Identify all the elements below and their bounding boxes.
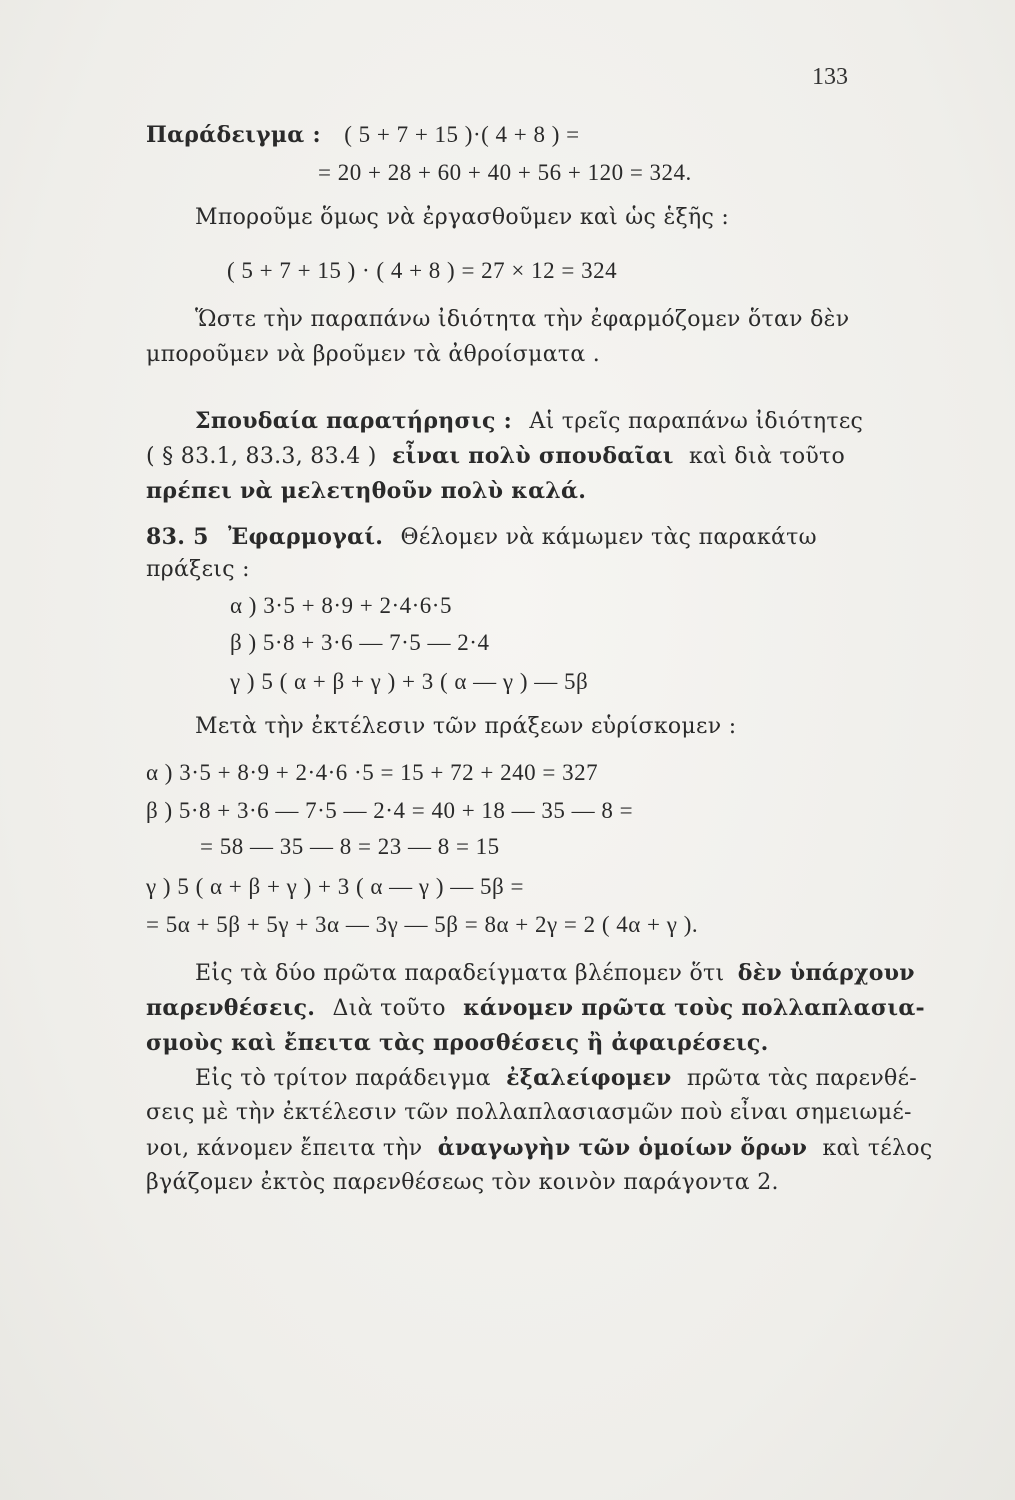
page-number: 133 [812, 64, 848, 90]
bold-phrase: ἐξαλείφομεν [506, 1065, 672, 1091]
para-text: καὶ τέλος [822, 1136, 933, 1161]
example-label: Παράδειγμα : [146, 122, 321, 148]
remark-text: Αἱ τρεῖς παραπάνω ἰδιότητες [529, 409, 864, 434]
section-heading-line [146, 522, 817, 553]
para-line [146, 993, 925, 1024]
text-line: Ὥστε τὴν παραπάνω ἰδιότητα τὴν ἐφαρμόζομεν ὅταν δὲν [195, 307, 850, 332]
bold-phrase: δὲν ὑπάρχουν [737, 960, 915, 986]
text-line: Μποροῦμε ὅμως νὰ ἐργασθοῦμεν καὶ ὡς ἑξῆς : [195, 205, 730, 230]
para-line: σεις μὲ τὴν ἐκτέλεσιν τῶν πολλαπλασιασμῶν ποὺ εἶναι σημειωμέ- [146, 1100, 912, 1125]
text-line: πράξεις : [146, 557, 250, 582]
result-b-line-2: = 58 — 35 — 8 = 23 — 8 = 15 [200, 834, 500, 859]
text-line: μποροῦμεν νὰ βροῦμεν τὰ ἀθροίσματα . [146, 342, 601, 367]
para-text: Διὰ τοῦτο [332, 996, 446, 1021]
section-number: 83. 5 [146, 524, 209, 550]
para-line [195, 1063, 917, 1094]
example-result: = 20 + 28 + 60 + 40 + 56 + 120 = 324. [318, 160, 692, 185]
bold-phrase: κάνομεν πρῶτα τοὺς πολλαπλασια- [463, 995, 925, 1021]
result-a: α ) 3·5 + 8·9 + 2·4·6 ·5 = 15 + 72 + 240 = 327 [146, 760, 599, 785]
para-text: πρῶτα τὰς παρενθέ- [686, 1066, 918, 1091]
section-text: Θέλομεν νὰ κάμωμεν τὰς παρακάτω [400, 525, 817, 550]
exercise-c: γ ) 5 ( α + β + γ ) + 3 ( α — γ ) — 5β [230, 669, 589, 694]
para-text: Εἰς τὸ τρίτον παράδειγμα [195, 1066, 491, 1091]
para-text: Εἰς τὰ δύο πρῶτα παραδείγματα βλέπομεν ὅτι [195, 961, 725, 986]
remark-line-3: πρέπει νὰ μελετηθοῦν πολὺ καλά. [146, 478, 587, 504]
remark-line-2 [146, 441, 845, 472]
exercise-b: β ) 5·8 + 3·6 — 7·5 — 2·4 [230, 630, 490, 655]
example-line-1 [146, 120, 580, 151]
result-b-line-1: β ) 5·8 + 3·6 — 7·5 — 2·4 = 40 + 18 — 35 — 8 = [146, 798, 634, 823]
bold-phrase: ἀναγωγὴν τῶν ὁμοίων ὅρων [437, 1135, 808, 1161]
result-c-line-1: γ ) 5 ( α + β + γ ) + 3 ( α — γ ) — 5β = [146, 874, 524, 899]
para-line: σμοὺς καὶ ἔπειτα τὰς προσθέσεις ἢ ἀφαιρέσεις. [146, 1030, 769, 1056]
bold-phrase: παρενθέσεις. [146, 995, 316, 1021]
section-title: Ἐφαρμογαί. [228, 524, 384, 550]
remark-text: καὶ διὰ τοῦτο [689, 444, 846, 469]
para-line [195, 958, 915, 989]
para-line [146, 1133, 932, 1164]
example-alt-expression: ( 5 + 7 + 15 ) · ( 4 + 8 ) = 27 × 12 = 324 [227, 258, 618, 283]
text-line: Μετὰ τὴν ἐκτέλεσιν τῶν πράξεων εὑρίσκομεν : [195, 714, 737, 739]
remark-heading: Σπουδαία παρατήρησις : [195, 408, 513, 434]
para-text: νοι, κάνομεν ἔπειτα τὴν [146, 1136, 423, 1161]
result-c-line-2: = 5α + 5β + 5γ + 3α — 3γ — 5β = 8α + 2γ = 2 ( 4α + γ ). [146, 912, 699, 937]
para-line: βγάζομεν ἐκτὸς παρενθέσεως τὸν κοινὸν παράγοντα 2. [146, 1170, 779, 1195]
section-refs: ( § 83.1, 83.3, 83.4 ) [146, 444, 377, 469]
bold-phrase: εἶναι πολὺ σπουδαῖαι [391, 443, 674, 469]
example-expression: ( 5 + 7 + 15 )·( 4 + 8 ) = [344, 122, 580, 147]
exercise-a: α ) 3·5 + 8·9 + 2·4·6·5 [230, 593, 452, 618]
remark-line-1 [195, 406, 863, 437]
